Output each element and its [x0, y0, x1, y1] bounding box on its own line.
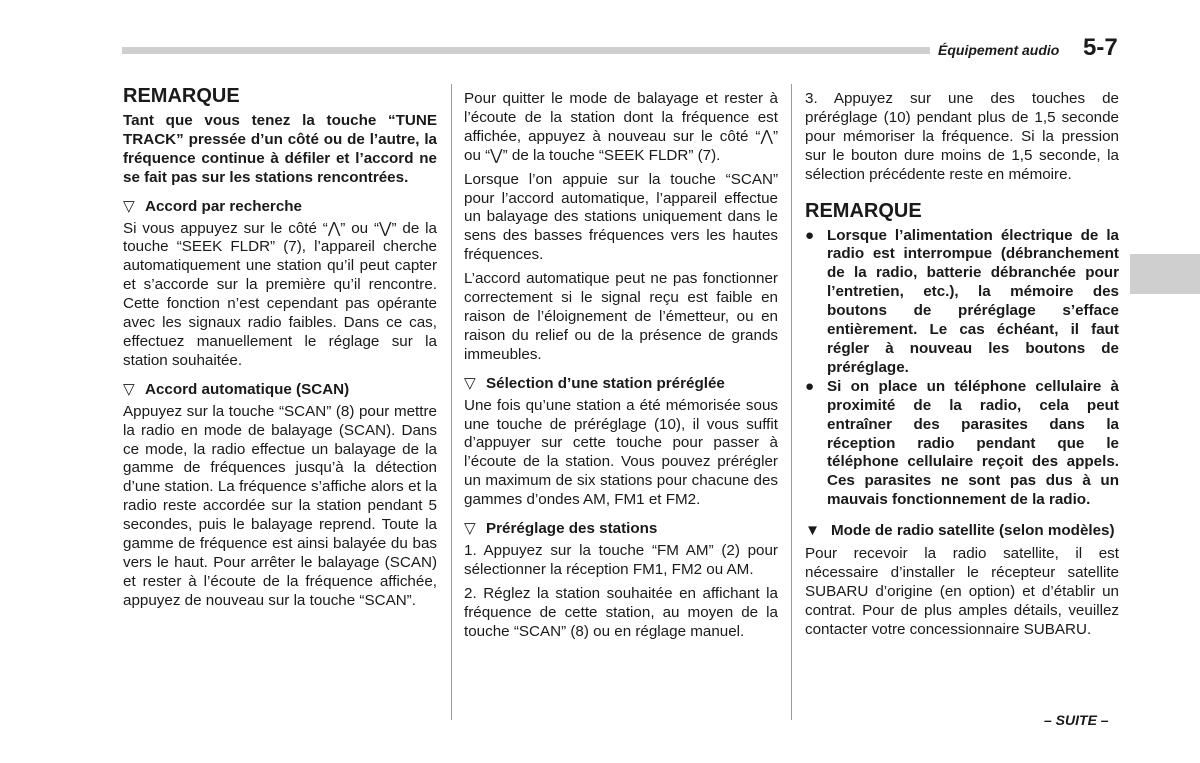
subheading-label: Accord par recherche — [145, 197, 303, 215]
subheading-label: Préréglage des stations — [486, 520, 658, 538]
step-1: 1. Appuyez sur la touche “FM AM” (2) pour sélectionner la réception FM1, FM2 ou AM. — [464, 541, 778, 578]
bullet-icon: ● — [805, 226, 815, 244]
bullet-icon: ● — [805, 377, 815, 395]
subheading-accord-recherche — [123, 198, 437, 217]
paragraph: Pour quitter le mode de balayage et rester à l’écoute de la station dont la fréquence est affichée, appuyez à nouveau sur le côté “⋀” ou “⋁” de la touche “SEEK FLDR” (7). — [464, 90, 778, 164]
column-divider-1 — [451, 84, 452, 720]
subheading-label: Sélection d’une station préréglée — [486, 374, 725, 392]
chapter-side-tab — [1130, 254, 1200, 294]
note-heading: REMARQUE — [805, 199, 922, 222]
note-text: Tant que vous tenez la touche “TUNE TRACK” pressée d’un côté ou de l’autre, la fréquence continue à défiler et l’accord ne se fait pas sur les stations rencontrées. — [123, 112, 437, 186]
subheading-label: Accord automatique (SCAN) — [145, 380, 350, 398]
column-1 — [123, 85, 437, 611]
step-3: 3. Appuyez sur une des touches de préréglage (10) pendant plus de 1,5 seconde pour mémoriser la fréquence. Si la pression sur le bouton dure moins de 1,5 seconde, la sélection précédente reste en mémoire. — [805, 90, 1119, 183]
note-bullet-1 — [805, 227, 1119, 378]
column-divider-2 — [791, 84, 792, 720]
subheading-prereglage — [464, 520, 778, 539]
paragraph: Appuyez sur la touche “SCAN” (8) pour mettre la radio en mode de balayage (SCAN). Dans ce mode, la radio effectue un balayage de la gamme de fréquences jusqu’à la détection d’une station. La fréquence s’affiche alors et la radio reste accordée sur la station pendant 5 secondes, puis le balayage reprend. Toute la gamme de fréquence est ainsi balayée du bas vers le haut. Pour arrêter le balayage (SCAN) et rester à l’écoute de la fréquence affichée, appuyez de nouveau sur la touche “SCAN”. — [123, 402, 437, 609]
triangle-outline-icon: ▽ — [123, 380, 135, 398]
triangle-outline-icon: ▽ — [464, 374, 476, 392]
continued-label: – SUITE – — [1044, 712, 1109, 728]
column-2 — [464, 90, 778, 641]
paragraph: Une fois qu’une station a été mémorisée sous une touche de préréglage (10), il vous suffit d’appuyer sur cette touche pour passer à l’écoute de la station. Vous pouvez prérégler un maximum de six stations pour chacune des gammes d’ondes AM, FM1 et FM2. — [464, 396, 778, 509]
triangle-outline-icon: ▽ — [464, 520, 476, 538]
subheading-label: Mode de radio satellite (selon modèles) — [831, 522, 1115, 540]
page-number: 5-7 — [1083, 34, 1118, 61]
step-2: 2. Réglez la station souhaitée en affichant la fréquence de cette station, au moyen de la touche “SCAN” (8) ou en réglage manuel. — [464, 584, 778, 640]
section-title: Équipement audio — [938, 42, 1060, 58]
triangle-filled-icon: ▼ — [805, 522, 821, 540]
header-rule — [122, 47, 930, 54]
subheading-accord-automatique — [123, 381, 437, 400]
paragraph: Pour recevoir la radio satellite, il est nécessaire d’installer le récepteur satellite SUBARU d’origine (en option) et d’établir un contrat. Pour de plus amples détails, veuillez contacter votre concessionnaire SUBARU. — [805, 545, 1119, 638]
paragraph: L’accord automatique peut ne pas fonctionner correctement si le signal reçu est faible en raison de l’éloignement de l’émetteur, ou en raison du relief ou de la présence de grands immeubles. — [464, 270, 778, 363]
note-bullet-2 — [805, 378, 1119, 510]
column-3 — [805, 90, 1119, 640]
bullet-text: Lorsque l’alimentation électrique de la radio est interrompue (débranchement de la radio, batterie débranchée pour l’entretien, etc.), la mémoire des boutons de préréglage s’efface entièrement. Le cas échéant, il faut régler à nouveau les boutons de préréglage. — [827, 226, 1119, 376]
triangle-outline-icon: ▽ — [123, 197, 135, 215]
bullet-text: Si on place un téléphone cellulaire à proximité de la radio, cela peut entraîner des parasites dans la réception radio pendant que le téléphone cellulaire reçoit des appels. Ces parasites ne sont pas dus à un mauvais fonctionnement de la radio. — [827, 377, 1119, 509]
paragraph: Si vous appuyez sur le côté “⋀” ou “⋁” de la touche “SEEK FLDR” (7), l’appareil cherche automatiquement une station qu’il peut capter et s’accorde sur la première qu’il rencontre. Cette fonction n’est cependant pas opérante avec les signaux radio faibles. Dans ce cas, effectuez manuellement le réglage sur la station souhaitée. — [123, 219, 437, 369]
subheading-radio-satellite — [805, 522, 1119, 541]
note-heading: REMARQUE — [123, 85, 240, 107]
subheading-selection-station — [464, 375, 778, 394]
paragraph: Lorsque l’on appuie sur la touche “SCAN” pour l’accord automatique, l’appareil effectue un balayage des stations uniquement dans le sens des basses fréquences vers les hautes fréquences. — [464, 170, 778, 264]
